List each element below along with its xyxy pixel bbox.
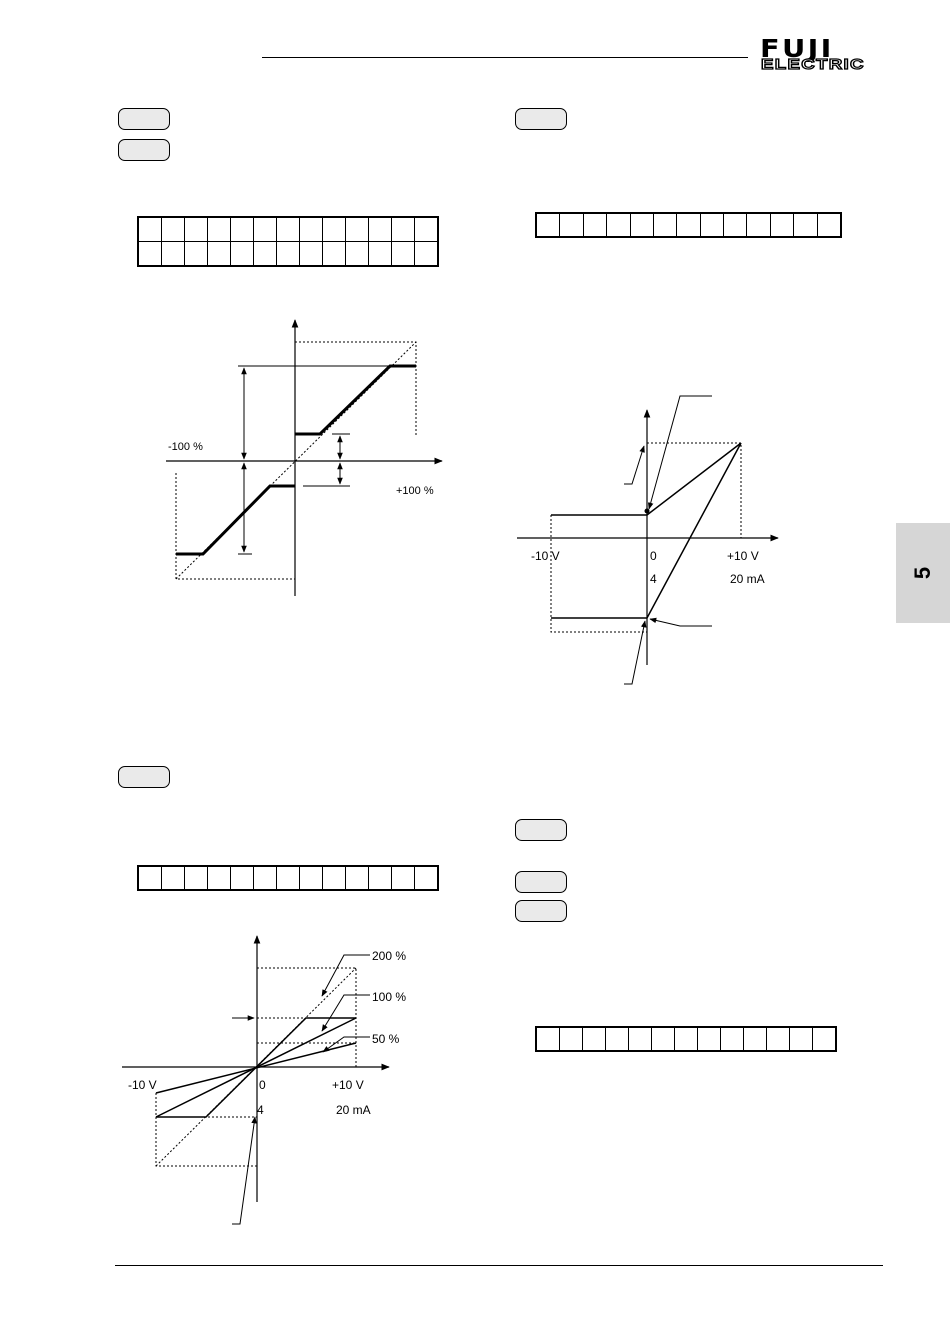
footer-rule — [115, 1265, 883, 1266]
chapter-number: 5 — [910, 566, 935, 580]
graph2-x-pos-label: +10 V — [727, 549, 759, 563]
graph2-x-neg-label: -10 V — [531, 549, 560, 563]
graph2-leader-arrow — [650, 619, 712, 626]
graph3-leader-arrow — [322, 995, 370, 1031]
graph3-ref-box-neg — [156, 1093, 257, 1166]
graph2-leader-arrow — [624, 621, 645, 684]
graph1-ref-box-top — [295, 342, 416, 437]
analog-input-graph — [517, 396, 778, 684]
graph1-pos-label: +100 % — [396, 485, 434, 497]
graph3-gain-200: 200 % — [372, 949, 407, 963]
graph2-ref-box-neg — [551, 515, 647, 632]
graph1-curve-positive — [295, 366, 416, 434]
graph2-current-line — [551, 443, 741, 618]
bias-graph — [166, 320, 442, 596]
graph2-leader-arrow — [624, 446, 644, 484]
graph1-ref-box-bottom — [176, 473, 295, 579]
graph3-gain-50: 50 % — [372, 1032, 400, 1046]
graph1-neg-label: -100 % — [168, 441, 203, 453]
graph3-x-neg-label: -10 V — [128, 1078, 157, 1092]
graph3-x-pos-label: +10 V — [332, 1078, 364, 1092]
graph3-leader-arrow — [232, 1117, 255, 1224]
graph3-x-pos-ma: 20 mA — [336, 1103, 371, 1117]
graph2-leader-arrow — [649, 396, 712, 509]
graph3-leader-arrow — [322, 955, 370, 996]
graph2-ref-box — [647, 443, 741, 538]
gain-graph — [122, 936, 406, 1224]
graph3-50-line — [156, 1043, 356, 1093]
graph2-x-zero-ma: 4 — [650, 572, 657, 586]
graph3-x-zero-ma: 4 — [257, 1103, 264, 1117]
graph2-x-pos-ma: 20 mA — [730, 572, 765, 586]
graph3-gain-100: 100 % — [372, 990, 407, 1004]
logo-fuji-text: FUJI — [760, 34, 834, 63]
logo-electric-text: ELECTRIC — [761, 56, 865, 73]
graph2-bias-point — [645, 509, 650, 514]
graph2-x-zero-v: 0 — [650, 549, 657, 563]
graph1-curve-negative — [176, 486, 295, 554]
graph3-x-zero-v: 0 — [259, 1078, 266, 1092]
graph2-voltage-line — [551, 443, 741, 515]
